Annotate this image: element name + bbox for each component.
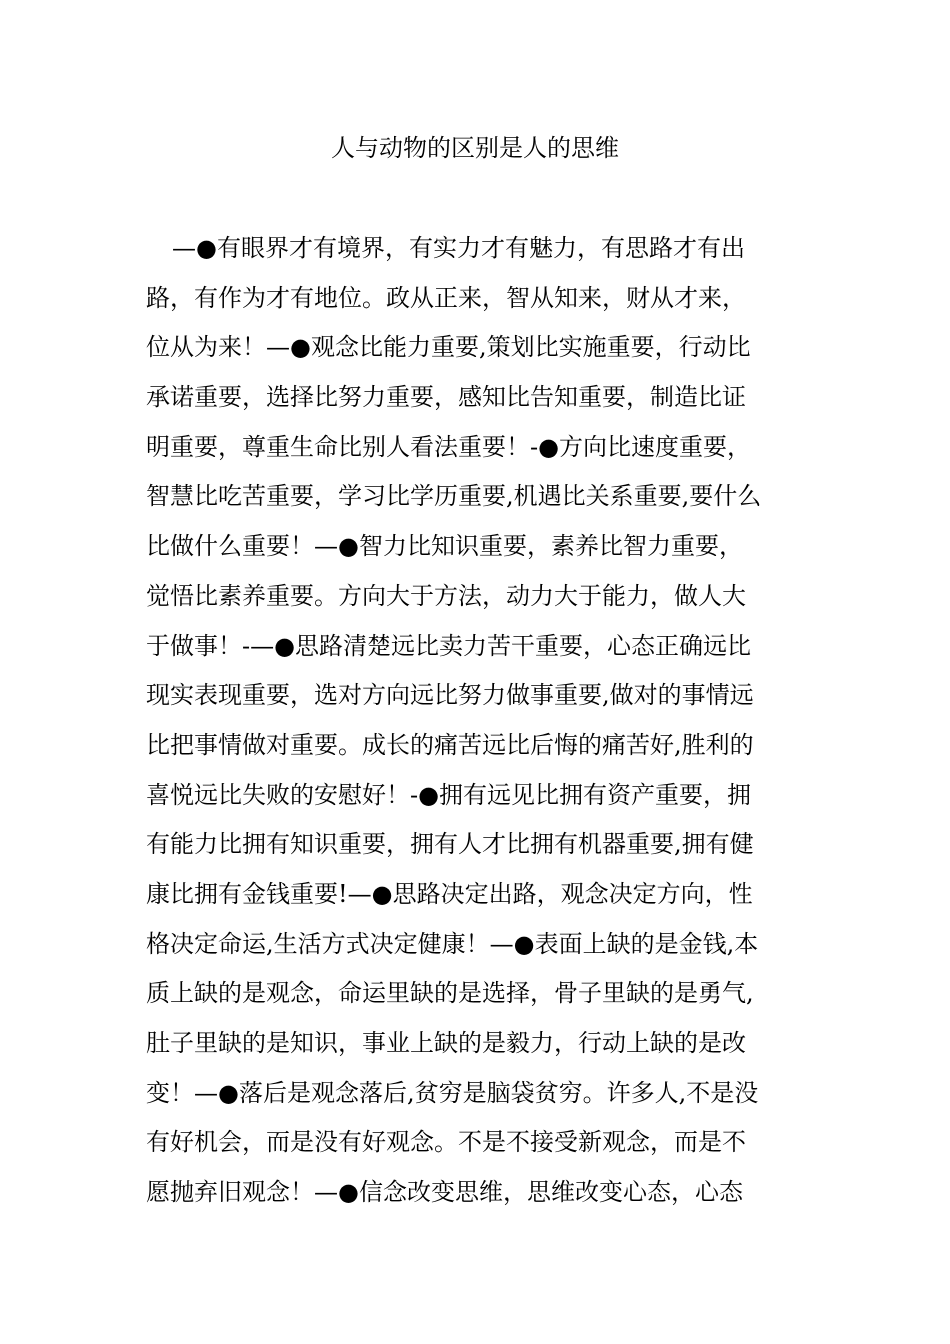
- body-line: —●有眼界才有境界，有实力才有魅力，有思路才有出: [172, 234, 745, 262]
- body-line: 承诺重要，选择比努力重要，感知比告知重要，制造比证: [146, 383, 746, 412]
- body-line: 明重要，尊重生命比别人看法重要！-●方向比速度重要，: [146, 432, 752, 461]
- body-line: 觉悟比素养重要。方向大于方法，动力大于能力，做人大: [146, 581, 746, 610]
- body-line: 于做事！-—●思路清楚远比卖力苦干重要，心态正确远比: [146, 631, 752, 660]
- body-line: 变！—●落后是观念落后,贫穷是脑袋贫穷。许多人,不是没: [146, 1078, 759, 1107]
- document-title: 人与动物的区别是人的思维: [331, 134, 619, 162]
- body-line: 路，有作为才有地位。政从正来，智从知来，财从才来，: [146, 283, 746, 312]
- body-line: 有能力比拥有知识重要，拥有人才比拥有机器重要,拥有健: [146, 830, 754, 859]
- body-line: 现实表现重要，选对方向远比努力做事重要,做对的事情远: [146, 681, 754, 710]
- body-line: 质上缺的是观念，命运里缺的是选择，骨子里缺的是勇气,: [146, 979, 754, 1008]
- body-line: 比把事情做对重要。成长的痛苦远比后悔的痛苦好,胜利的: [146, 730, 754, 759]
- body-line: 格决定命运,生活方式决定健康！—●表面上缺的是金钱,本: [146, 929, 759, 958]
- body-line: 位从为来！—●观念比能力重要,策划比实施重要，行动比: [146, 333, 751, 362]
- document-body: [146, 224, 802, 1218]
- body-line: 智慧比吃苦重要，学习比学历重要,机遇比关系重要,要什么: [146, 482, 762, 511]
- body-line: 肚子里缺的是知识，事业上缺的是毅力，行动上缺的是改: [146, 1029, 746, 1057]
- body-line: 康比拥有金钱重要!—●思路决定出路，观念决定方向，性: [146, 879, 753, 908]
- body-line: 喜悦远比失败的安慰好！-●拥有远见比拥有资产重要，拥: [146, 780, 752, 809]
- body-line: 愿抛弃旧观念！—●信念改变思维，思维改变心态，心态: [146, 1178, 743, 1207]
- body-line: 有好机会，而是没有好观念。不是不接受新观念，而是不: [146, 1128, 746, 1157]
- body-line: 比做什么重要！—●智力比知识重要，素养比智力重要，: [146, 532, 743, 561]
